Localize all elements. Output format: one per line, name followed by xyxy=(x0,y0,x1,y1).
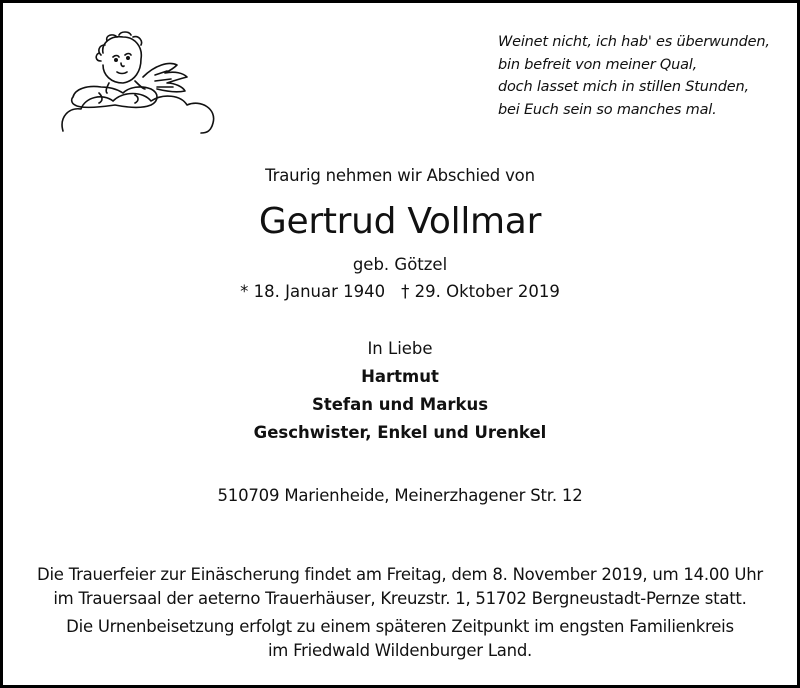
address: 510709 Marienheide, Meinerzhagener Str. 12 xyxy=(217,486,583,505)
poem-line: bin befreit von meiner Qual, xyxy=(498,56,698,73)
mourner-name: Stefan und Markus xyxy=(311,395,489,414)
mourner-name: Geschwister, Enkel und Urenkel xyxy=(253,423,547,442)
death-date: † 29. Oktober 2019 xyxy=(401,282,560,301)
in-love-text: In Liebe xyxy=(367,339,433,358)
poem-line: doch lasset mich in stillen Stunden, xyxy=(498,79,749,95)
funeral-notice-line: Die Trauerfeier zur Einäscherung findet am Freitag, dem 8. November 2019, um 14.00 Uhr xyxy=(37,565,763,584)
mourner-name: Hartmut xyxy=(361,367,439,386)
cherub-on-cloud-illustration xyxy=(51,31,221,141)
birth-date: * 18. Januar 1940 xyxy=(240,282,386,301)
memorial-poem xyxy=(498,31,788,121)
funeral-notice-line: Die Urnenbeisetzung erfolgt zu einem späteren Zeitpunkt im engsten Familienkreis xyxy=(66,617,734,636)
poem-line: Weinet nicht, ich hab' es überwunden, xyxy=(498,34,770,50)
deceased-name: Gertrud Vollmar xyxy=(258,201,542,242)
life-dates xyxy=(3,282,797,301)
poem-line: bei Euch sein so manches mal. xyxy=(498,101,717,118)
maiden-name: geb. Götzel xyxy=(352,255,448,274)
intro-text: Traurig nehmen wir Abschied von xyxy=(265,166,535,185)
funeral-notice-line: im Trauersaal der aeterno Trauerhäuser, Kreuzstr. 1, 51702 Bergneustadt-Pernze statt. xyxy=(53,589,747,608)
funeral-notice-line: im Friedwald Wildenburger Land. xyxy=(267,641,533,660)
